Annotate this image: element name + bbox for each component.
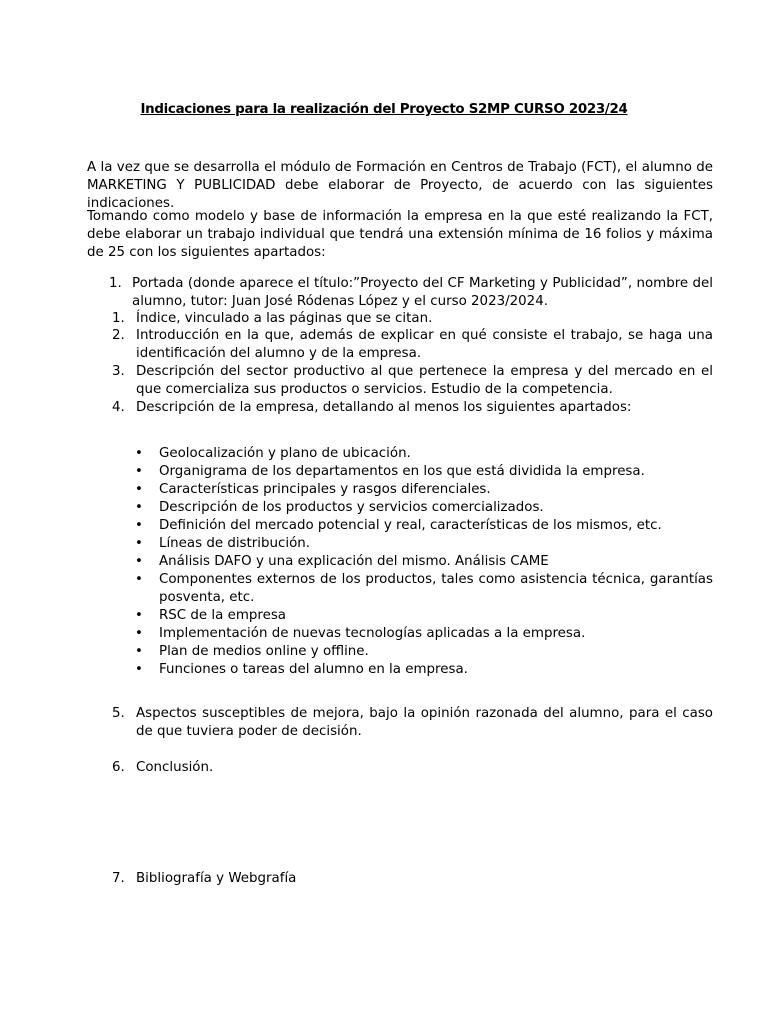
bullet-item: • Plan de medios online y offline. <box>135 644 369 659</box>
bullet-icon: • <box>135 662 143 677</box>
item-text: Conclusión. <box>136 760 214 775</box>
item-text: Aspectos susceptibles de mejora, bajo la opinión razonada del alumno, para el caso de que tuviera poder de decisión. <box>136 706 713 739</box>
item-number: 7. <box>112 871 125 886</box>
item-number: 4. <box>112 400 125 415</box>
item-number: 1. <box>109 276 122 291</box>
bullet-item: • Características principales y rasgos diferenciales. <box>135 482 491 497</box>
numbered-item-bibliografia <box>87 870 713 888</box>
item-number: 2. <box>112 328 125 343</box>
bullet-icon: • <box>135 536 143 551</box>
item-text: Introducción en la que, además de explicar en qué consiste el trabajo, se haga una identificación del alumno y de la empresa. <box>136 328 713 361</box>
bullet-item: • Organigrama de los departamentos en los que está dividida la empresa. <box>135 464 645 479</box>
bullet-item: • Descripción de los productos y servicios comercializados. <box>135 500 544 515</box>
numbered-item-empresa <box>87 399 713 417</box>
item-number: 3. <box>112 364 125 379</box>
bullet-icon: • <box>135 464 143 479</box>
bullet-icon: • <box>135 572 143 587</box>
bullet-item: • Geolocalización y plano de ubicación. <box>135 446 411 461</box>
bullet-item: • Componentes externos de los productos, tales como asistencia técnica, garantías posventa, etc. <box>135 572 713 605</box>
numbered-item-introduccion <box>87 327 713 363</box>
numbered-item-portada <box>87 275 713 311</box>
item-number: 1. <box>112 311 125 326</box>
item-number: 5. <box>112 706 125 721</box>
bullet-icon: • <box>135 500 143 515</box>
numbered-item-mejora <box>87 705 713 741</box>
bullet-item: • Líneas de distribución. <box>135 536 311 551</box>
intro-paragraph-1: A la vez que se desarrolla el módulo de Formación en Centros de Trabajo (FCT), el alumno de MARKETING Y PUBLICIDAD debe elaborar de Proyecto, de acuerdo con las siguientes indicaciones. <box>87 160 713 211</box>
bullet-item: • Definición del mercado potencial y real, características de los mismos, etc. <box>135 518 662 533</box>
item-text: Descripción del sector productivo al que pertenece la empresa y del mercado en el que comercializa sus productos o servicios. Estudio de la competencia. <box>136 364 713 397</box>
bullet-item: • Análisis DAFO y una explicación del mismo. Análisis CAME <box>135 554 549 569</box>
bullet-icon: • <box>135 644 143 659</box>
bullet-icon: • <box>135 626 143 641</box>
bullet-icon: • <box>135 446 143 461</box>
item-text: Índice, vinculado a las páginas que se citan. <box>136 311 433 326</box>
intro-paragraph-2: Tomando como modelo y base de información la empresa en la que esté realizando la FCT, debe elaborar un trabajo individual que tendrá una extensión mínima de 16 folios y máxima de 25 con los siguientes apartados: <box>87 209 713 260</box>
bullet-item: • RSC de la empresa <box>135 608 287 623</box>
bullet-list <box>87 445 713 679</box>
item-number: 6. <box>112 760 125 775</box>
numbered-item-sector <box>87 363 713 399</box>
numbered-item-indice <box>87 310 713 328</box>
bullet-icon: • <box>135 554 143 569</box>
item-text: Portada (donde aparece el título:”Proyecto del CF Marketing y Publicidad”, nombre del alumno, tutor: Juan José Ródenas López y el curso 2023/2024. <box>132 276 713 309</box>
document-title: Indicaciones para la realización del Proyecto S2MP CURSO 2023/24 <box>140 102 628 117</box>
bullet-icon: • <box>135 518 143 533</box>
item-text: Bibliografía y Webgrafía <box>136 871 297 886</box>
bullet-icon: • <box>135 482 143 497</box>
bullet-item: • Funciones o tareas del alumno en la empresa. <box>135 662 468 677</box>
numbered-item-conclusion <box>87 759 713 777</box>
bullet-icon: • <box>135 608 143 623</box>
item-text: Descripción de la empresa, detallando al menos los siguientes apartados: <box>136 400 632 415</box>
bullet-item: • Implementación de nuevas tecnologías aplicadas a la empresa. <box>135 626 586 641</box>
